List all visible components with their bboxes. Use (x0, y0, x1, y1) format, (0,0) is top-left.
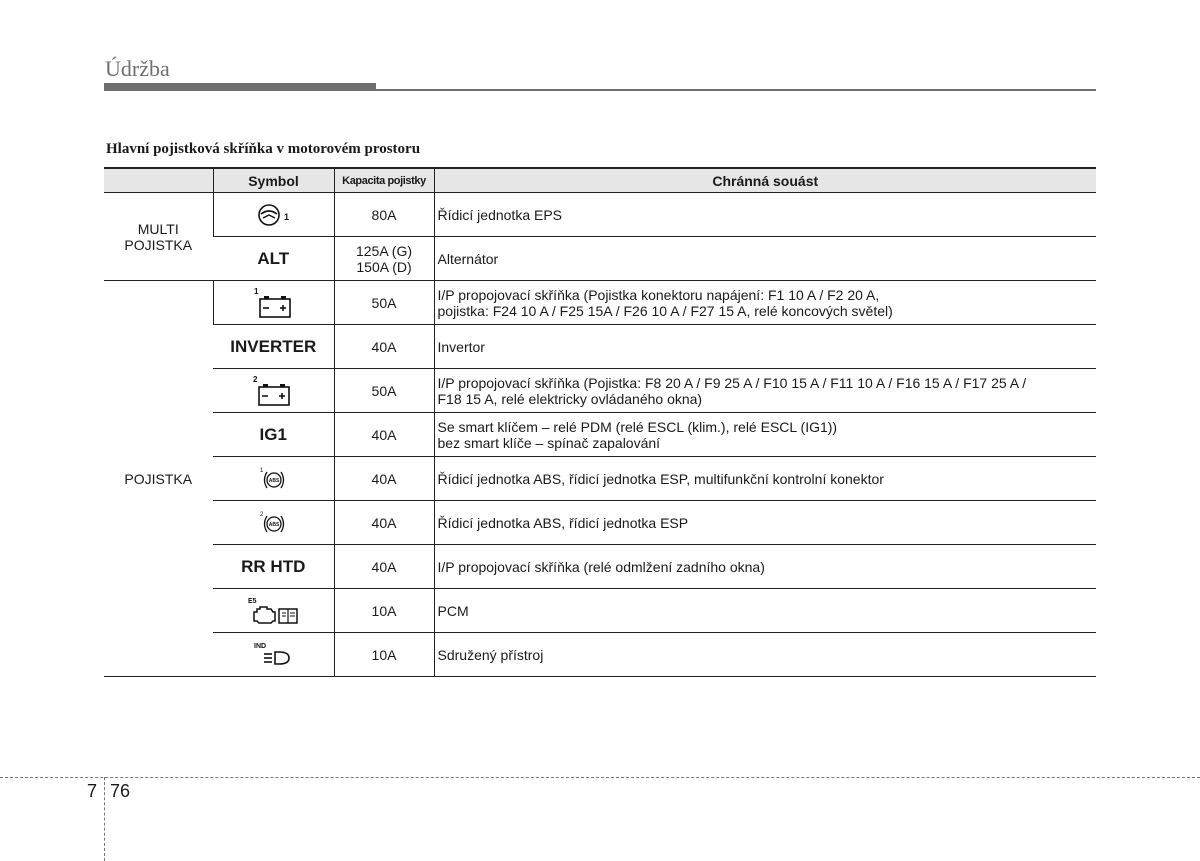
symbol-cell (213, 457, 334, 501)
capacity-cell: 40A (334, 457, 434, 501)
component-cell: PCM (434, 589, 1096, 633)
component-line: pojistka: F24 10 A / F25 15A / F26 10 A / F27 15 A, relé koncových světel) (437, 302, 893, 319)
page-number: 76 (110, 781, 131, 801)
battery-icon (252, 286, 296, 320)
component-cell (434, 369, 1096, 413)
capacity-cell: 40A (334, 501, 434, 545)
header-group (104, 168, 213, 193)
symbol-index: 2 (253, 374, 258, 384)
symbol-text: RR HTD (241, 556, 306, 576)
component-cell: Řídicí jednotka ABS, řídicí jednotka ESP (434, 501, 1096, 545)
symbol-cell (213, 325, 334, 369)
symbol-cell (213, 413, 334, 457)
fuse-table (104, 167, 1096, 677)
capacity-line: 150A (D) (356, 258, 412, 275)
battery-icon (251, 374, 295, 408)
svg-text:ABS: ABS (268, 521, 280, 528)
capacity-cell: 10A (334, 589, 434, 633)
table-row (104, 325, 1096, 369)
table-title: Hlavní pojistková skříňka v motorovém prostoru (106, 141, 421, 157)
group-label-line: MULTI (137, 220, 179, 237)
component-cell (434, 413, 1096, 457)
header-component: Chránná souást (434, 168, 1096, 193)
svg-text:ABS: ABS (268, 477, 280, 484)
group-cell-multi (104, 193, 213, 281)
component-cell: Invertor (434, 325, 1096, 369)
symbol-index: 1 (253, 286, 258, 296)
component-cell: Alternátor (434, 237, 1096, 281)
group-label-line: POJISTKA (124, 236, 193, 253)
table-row (104, 193, 1096, 237)
capacity-cell: 50A (334, 281, 434, 325)
symbol-cell (213, 501, 334, 545)
symbol-cell (213, 193, 334, 237)
capacity-cell (334, 237, 434, 281)
component-cell: Řídicí jednotka ABS, řídicí jednotka ESP, multifunkční kontrolní konektor (434, 457, 1096, 501)
header-symbol: Symbol (213, 168, 334, 193)
headlamp-icon (249, 640, 297, 670)
section-title: Údržba (105, 56, 170, 81)
component-line: I/P propojovací skříňka (Pojistka konektoru napájení: F1 10 A / F2 20 A, (437, 286, 880, 303)
component-line: bez smart klíče – spínač zapalování (437, 434, 661, 451)
symbol-index: 2 (260, 511, 264, 518)
chapter-number: 7 (87, 781, 98, 801)
table-header-row (104, 168, 1096, 193)
header-capacity: Kapacita pojistky (334, 168, 434, 193)
table-row (104, 413, 1096, 457)
symbol-index: 1 (260, 467, 264, 474)
group-cell-pojistka (104, 281, 213, 677)
table-row (104, 369, 1096, 413)
table-row (104, 545, 1096, 589)
component-line: I/P propojovací skříňka (Pojistka: F8 20 A / F9 25 A / F10 15 A / F11 10 A / F16 15 A / F17 25 A / (437, 374, 1027, 391)
abs-icon (256, 465, 290, 493)
capacity-cell: 40A (334, 545, 434, 589)
symbol-text: INVERTER (230, 336, 317, 356)
component-line: Se smart klíčem – relé PDM (relé ESCL (klim.), relé ESCL (IG1)) (437, 418, 838, 435)
symbol-index: 1 (283, 211, 289, 222)
capacity-cell: 40A (334, 413, 434, 457)
footer-divider (0, 777, 1200, 778)
group-label-line: POJISTKA (124, 470, 193, 487)
capacity-line: 125A (G) (355, 242, 413, 259)
symbol-cell (213, 589, 334, 633)
table-row (104, 281, 1096, 325)
component-cell (434, 281, 1096, 325)
table-row (104, 589, 1096, 633)
table-row (104, 633, 1096, 677)
abs-icon (256, 509, 290, 537)
symbol-cell (213, 545, 334, 589)
table-row (104, 501, 1096, 545)
capacity-cell: 40A (334, 325, 434, 369)
component-cell: Sdružený přístroj (434, 633, 1096, 677)
component-cell: Řídicí jednotka EPS (434, 193, 1096, 237)
symbol-text: IG1 (259, 424, 287, 444)
symbol-cell (213, 633, 334, 677)
table-row (104, 457, 1096, 501)
symbol-index: IND (254, 642, 267, 650)
steering-wheel-icon (254, 202, 294, 228)
component-cell: I/P propojovací skříňka (relé odmlžení zadního okna) (434, 545, 1096, 589)
symbol-text: ALT (257, 248, 290, 268)
table-row (104, 237, 1096, 281)
footer-vertical-divider (104, 777, 105, 861)
header-rule-thin (104, 89, 1096, 91)
capacity-cell: 50A (334, 369, 434, 413)
symbol-cell (213, 237, 334, 281)
symbol-cell (213, 281, 334, 325)
engine-manual-icon (245, 594, 301, 628)
component-line: F18 15 A, relé elektricky ovládaného okna) (437, 390, 703, 407)
capacity-cell: 80A (334, 193, 434, 237)
capacity-cell: 10A (334, 633, 434, 677)
symbol-cell (213, 369, 334, 413)
symbol-index: E5 (248, 597, 257, 605)
